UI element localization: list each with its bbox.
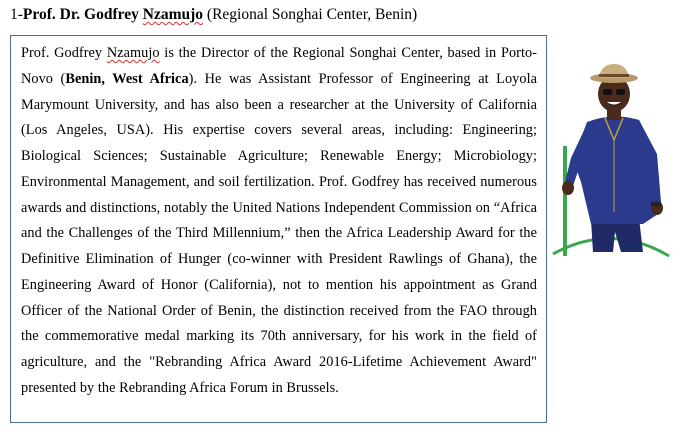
portrait-photo [551,62,673,262]
heading-affiliation: (Regional Songhai Center, Benin) [203,6,418,23]
bio-paragraph: Prof. Godfrey Nzamujo is the Director of the Regional Songhai Center, based in Porto-Novo (Benin, West Africa). He was Assistant Professor of Engineering at Loyola Marymount University, and has also been a researcher at the University of California (Los Angeles, USA). His expertise covers several areas, including: Engineering; Biological Sciences; Sustainable Agriculture; Renewable Energy; Microbiology; Environmental Management, and soil fertilization. Prof. Godfrey has received numerous awards and distinctions, notably the United Nations Independent Commission on “Africa and the Challenges of the Third Millennium,” then the Africa Leadership Award for the Definitive Elimination of Hunger (co-winner with President Rawlings of Ghana), the Engineering Award of Honor (California), not to mention his appointment as Grand Officer of the National Order of Benin, the distinction received from the FAO through the commemorative medal marking its 70th anniversary, for his work in the field of agriculture, and the "Rebranding Africa Award 2016-Lifetime Achievement Award" presented by the Rebranding Africa Forum in Brussels. [21,45,537,396]
bio-text-box [10,35,547,423]
section-heading [10,4,670,26]
heading-surname: Nzamujo [142,6,204,23]
heading-number: 1- [10,6,23,23]
walking-stick [563,146,567,256]
bio-location: Benin, West Africa [65,70,189,87]
bio-surname: Nzamujo [106,45,160,61]
heading-name: Prof. Dr. Godfrey Nzamujo [22,6,204,23]
